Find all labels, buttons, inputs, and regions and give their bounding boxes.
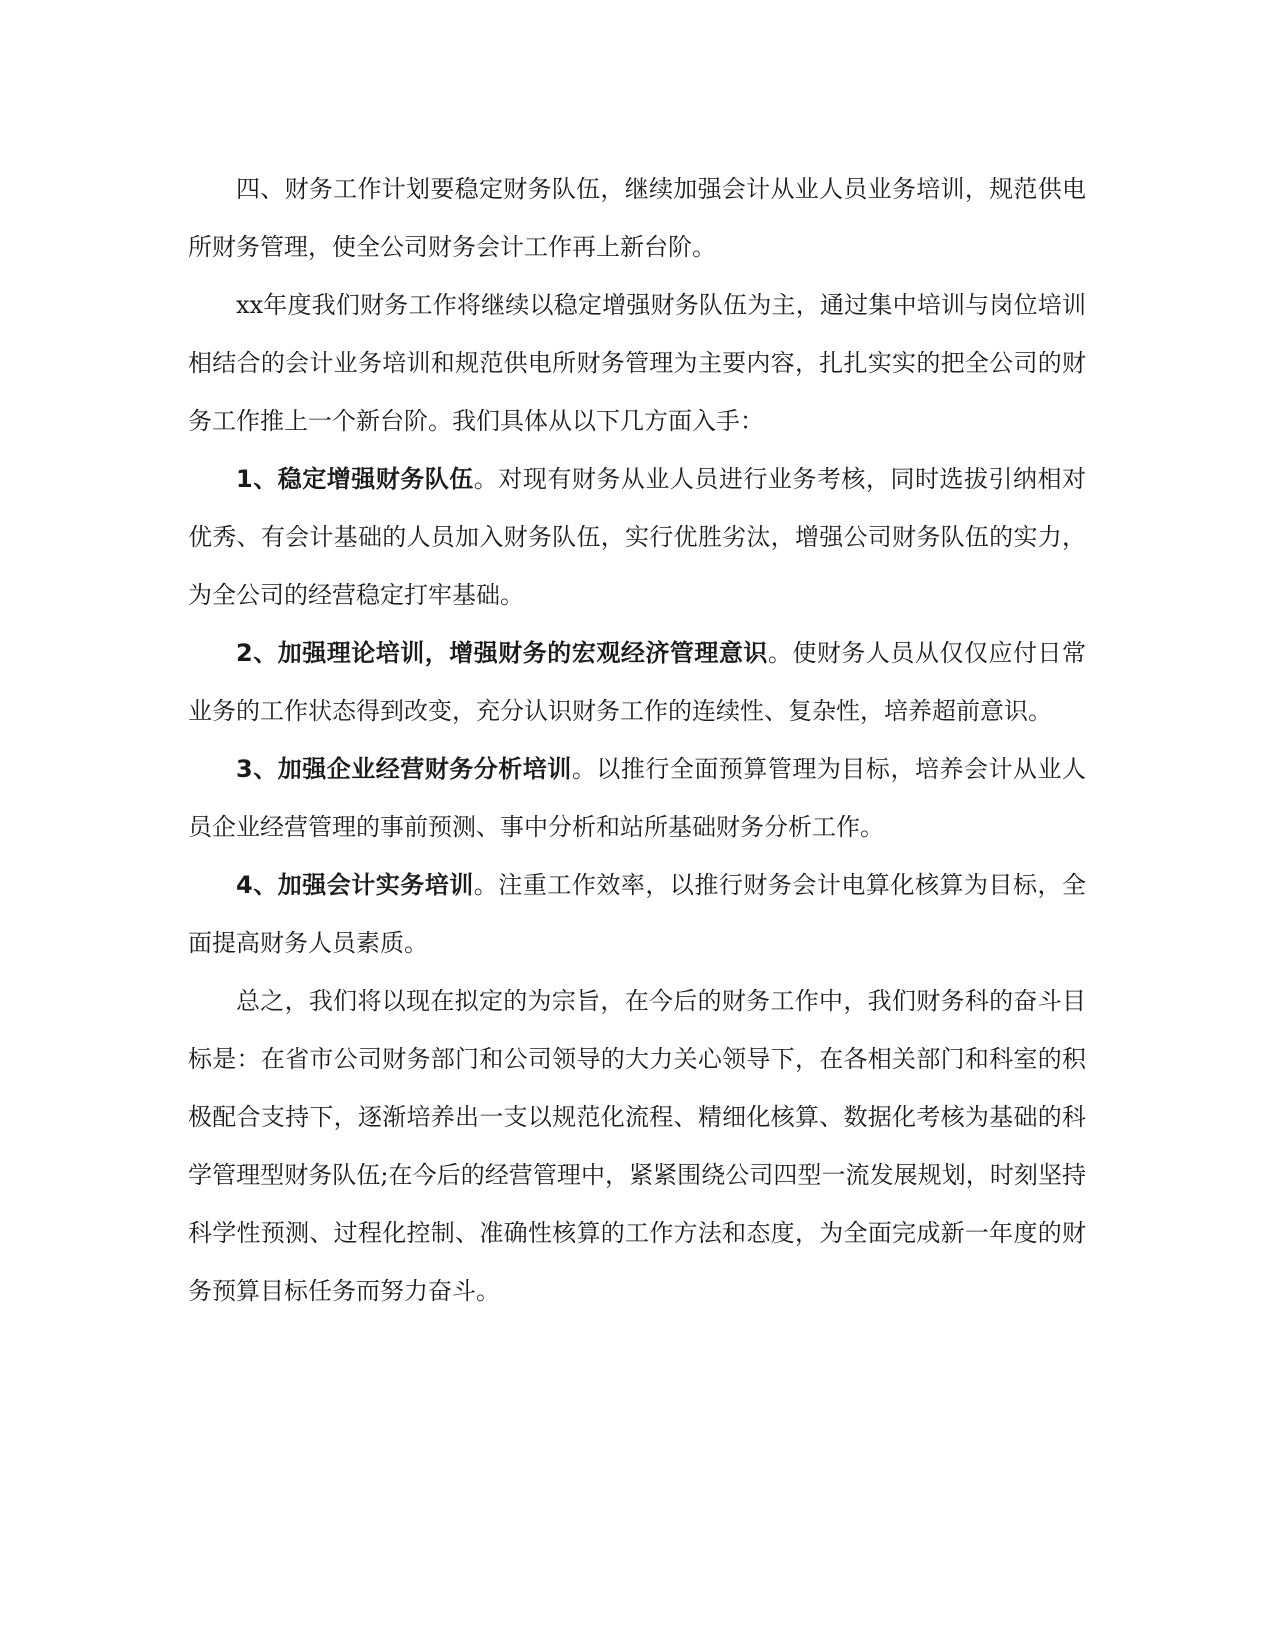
paragraph-text: xx年度我们财务工作将继续以稳定增强财务队伍为主，通过集中培训与岗位培训相结合的会计业务培训和规范供电所财务管理为主要内容，扎扎实实的把全公司的财务工作推上一个新台阶。我们具体从以下几方面入手： <box>188 291 1086 435</box>
paragraph-plan <box>188 276 1086 450</box>
paragraph-intro <box>188 160 1086 276</box>
paragraph-text: 。使财务人员从仅仅应付日常业务的工作状态得到改变，充分认识财务工作的连续性、复杂性，培养超前意识。 <box>188 639 1086 725</box>
paragraph-text: 总之，我们将以现在拟定的为宗旨，在今后的财务工作中，我们财务科的奋斗目标是：在省市公司财务部门和公司领导的大力关心领导下，在各相关部门和科室的积极配合支持下，逐渐培养出一支以规范化流程、精细化核算、数据化考核为基础的科学管理型财务队伍;在今后的经营管理中，紧紧围绕公司四型一流发展规划，时刻坚持科学性预测、过程化控制、准确性核算的工作方法和态度，为全面完成新一年度的财务预算目标任务而努力奋斗。 <box>188 987 1086 1305</box>
paragraph-text: 。以推行全面预算管理为目标，培养会计从业人员企业经营管理的事前预测、事中分析和站所基础财务分析工作。 <box>188 755 1087 841</box>
paragraph-text: 四、财务工作计划要稳定财务队伍，继续加强会计从业人员业务培训，规范供电所财务管理，使全公司财务会计工作再上新台阶。 <box>188 175 1086 261</box>
paragraph-text: 。注重工作效率，以推行财务会计电算化核算为目标，全面提高财务人员素质。 <box>188 871 1087 957</box>
paragraph-conclusion <box>188 972 1086 1320</box>
paragraph-item-3 <box>188 740 1086 856</box>
item-heading: 3、加强企业经营财务分析培训 <box>236 755 572 783</box>
item-heading: 1、稳定增强财务队伍 <box>236 465 474 493</box>
item-heading: 2、加强理论培训，增强财务的宏观经济管理意识 <box>236 639 768 667</box>
paragraph-item-4 <box>188 856 1086 972</box>
paragraph-item-2 <box>188 624 1086 740</box>
item-heading: 4、加强会计实务培训 <box>236 871 474 899</box>
paragraph-item-1 <box>188 450 1086 624</box>
paragraph-text: 。对现有财务从业人员进行业务考核，同时选拔引纳相对优秀、有会计基础的人员加入财务队伍，实行优胜劣汰，增强公司财务队伍的实力，为全公司的经营稳定打牢基础。 <box>188 465 1087 609</box>
document-body <box>188 160 1086 1320</box>
